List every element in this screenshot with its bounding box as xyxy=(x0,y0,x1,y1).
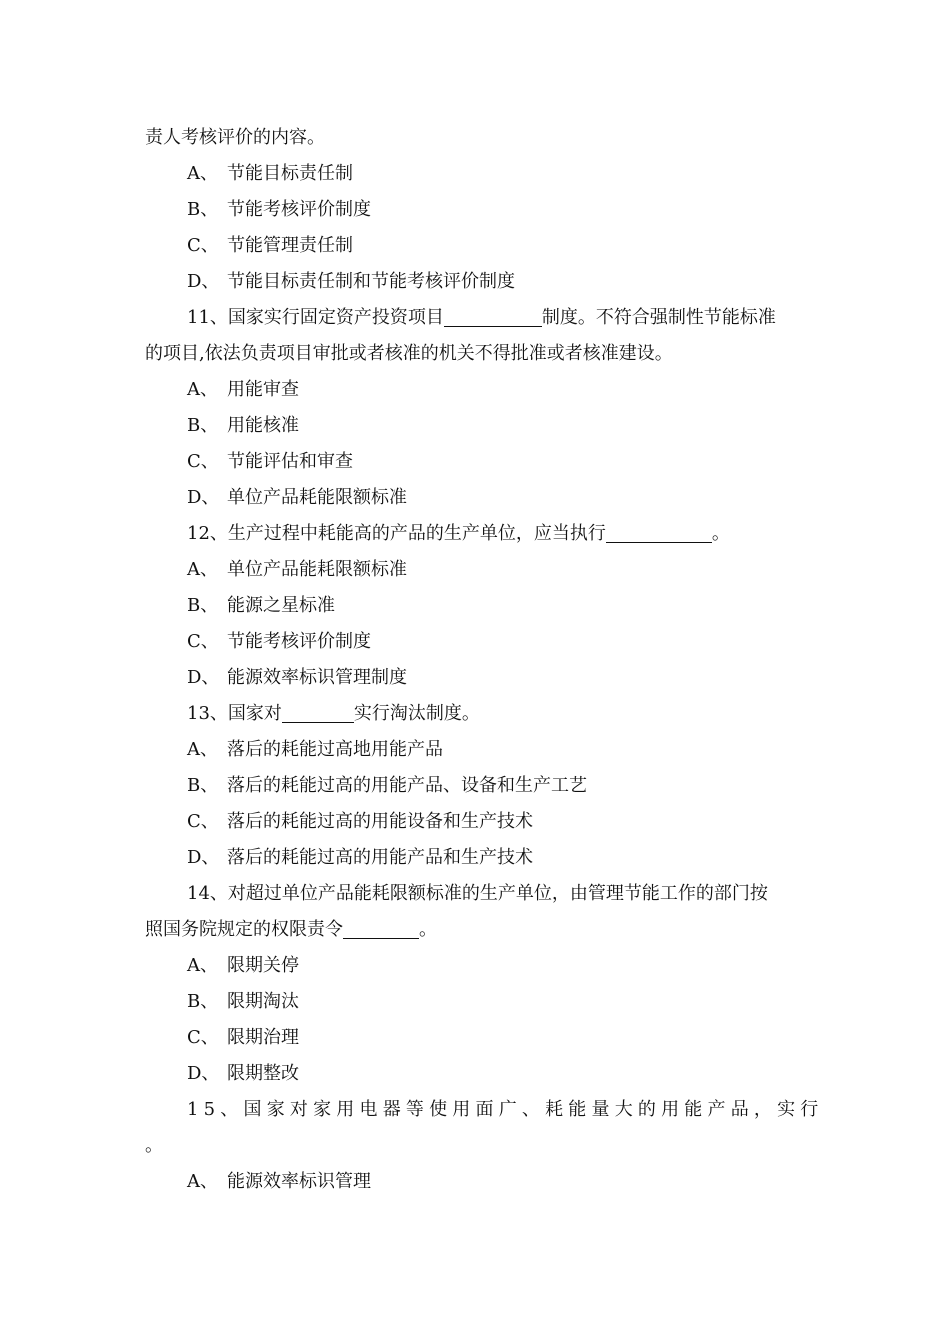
option-letter: C、 xyxy=(187,451,219,472)
option-letter: D、 xyxy=(187,271,220,292)
option-a[interactable] xyxy=(187,954,299,978)
answer-blank[interactable] xyxy=(343,920,419,939)
continuation-text: 责人考核评价的内容。 xyxy=(145,127,325,148)
option-d[interactable] xyxy=(187,486,407,510)
option-letter: C、 xyxy=(187,811,219,832)
option-d[interactable] xyxy=(187,846,533,870)
option-text: 用能核准 xyxy=(227,415,299,436)
option-a[interactable] xyxy=(187,558,407,582)
option-text: 节能管理责任制 xyxy=(227,235,353,256)
option-text: 节能考核评价制度 xyxy=(227,199,371,220)
option-letter: C、 xyxy=(187,235,219,256)
option-c[interactable] xyxy=(187,810,533,834)
option-letter: D、 xyxy=(187,847,220,868)
option-b[interactable] xyxy=(187,774,587,798)
question-14-stem-line2 xyxy=(145,918,437,942)
option-text: 限期治理 xyxy=(227,1027,299,1048)
option-c[interactable] xyxy=(187,450,353,474)
option-text: 能源效率标识管理 xyxy=(227,1171,371,1192)
stem-text: 11、国家实行固定资产投资项目 xyxy=(187,307,444,328)
option-d[interactable] xyxy=(187,1062,299,1086)
option-d[interactable] xyxy=(187,270,515,294)
option-text: 落后的耗能过高的用能设备和生产技术 xyxy=(227,811,533,832)
question-15-stem: 15、国家对家用电器等使用面广、耗能量大的用能产品，实行 xyxy=(187,1099,824,1120)
option-letter: A、 xyxy=(187,955,218,976)
option-a[interactable] xyxy=(187,1170,371,1194)
option-letter: C、 xyxy=(187,631,219,652)
option-letter: B、 xyxy=(187,595,219,616)
option-text: 限期淘汰 xyxy=(227,991,299,1012)
option-letter: B、 xyxy=(187,415,219,436)
option-c[interactable] xyxy=(187,1026,299,1050)
option-letter: A、 xyxy=(187,559,218,580)
stem-text: 12、生产过程中耗能高的产品的生产单位，应当执行 xyxy=(187,523,606,544)
option-text: 落后的耗能过高的用能产品、设备和生产工艺 xyxy=(227,775,587,796)
option-c[interactable] xyxy=(187,630,371,654)
stem-text: 。 xyxy=(711,523,730,544)
question-14-stem: 14、对超过单位产品能耗限额标准的生产单位，由管理节能工作的部门按 xyxy=(187,883,768,904)
option-text: 单位产品能耗限额标准 xyxy=(227,559,407,580)
option-text: 节能目标责任制和节能考核评价制度 xyxy=(227,271,515,292)
option-letter: C、 xyxy=(187,1027,219,1048)
option-text: 节能考核评价制度 xyxy=(227,631,371,652)
answer-blank[interactable] xyxy=(282,704,354,723)
question-11-stem xyxy=(187,306,776,330)
option-text: 节能目标责任制 xyxy=(227,163,353,184)
option-a[interactable] xyxy=(187,738,443,762)
option-letter: A、 xyxy=(187,163,218,184)
option-letter: B、 xyxy=(187,991,219,1012)
answer-blank[interactable] xyxy=(444,308,542,327)
option-b[interactable] xyxy=(187,414,299,438)
option-b[interactable] xyxy=(187,198,371,222)
question-13-stem xyxy=(187,702,480,726)
answer-blank[interactable] xyxy=(606,524,712,543)
option-text: 落后的耗能过高的用能产品和生产技术 xyxy=(227,847,533,868)
question-12-stem xyxy=(187,522,730,546)
option-a[interactable] xyxy=(187,162,353,186)
option-text: 单位产品耗能限额标准 xyxy=(227,487,407,508)
option-text: 节能评估和审查 xyxy=(227,451,353,472)
stem-text: 照国务院规定的权限责令 xyxy=(145,919,343,940)
option-letter: D、 xyxy=(187,1063,220,1084)
option-letter: B、 xyxy=(187,199,219,220)
question-15-stem-line2: 。 xyxy=(145,1135,163,1156)
option-a[interactable] xyxy=(187,378,299,402)
option-text: 用能审查 xyxy=(227,379,299,400)
option-letter: B、 xyxy=(187,775,219,796)
option-letter: A、 xyxy=(187,379,218,400)
stem-text: 实行淘汰制度。 xyxy=(353,703,480,724)
option-text: 限期关停 xyxy=(227,955,299,976)
option-text: 能源之星标准 xyxy=(227,595,335,616)
option-letter: A、 xyxy=(187,739,218,760)
option-d[interactable] xyxy=(187,666,407,690)
stem-text: 13、国家对 xyxy=(187,703,282,724)
option-c[interactable] xyxy=(187,234,353,258)
option-text: 能源效率标识管理制度 xyxy=(227,667,407,688)
question-11-stem-line2: 的项目,依法负责项目审批或者核准的机关不得批准或者核准建设。 xyxy=(145,343,673,364)
option-text: 限期整改 xyxy=(227,1063,299,1084)
option-b[interactable] xyxy=(187,594,335,618)
stem-text: 。 xyxy=(419,919,437,940)
option-letter: D、 xyxy=(187,667,220,688)
option-text: 落后的耗能过高地用能产品 xyxy=(227,739,443,760)
stem-text: 制度。不符合强制性节能标准 xyxy=(541,307,776,328)
option-letter: D、 xyxy=(187,487,220,508)
option-b[interactable] xyxy=(187,990,299,1014)
option-letter: A、 xyxy=(187,1171,218,1192)
